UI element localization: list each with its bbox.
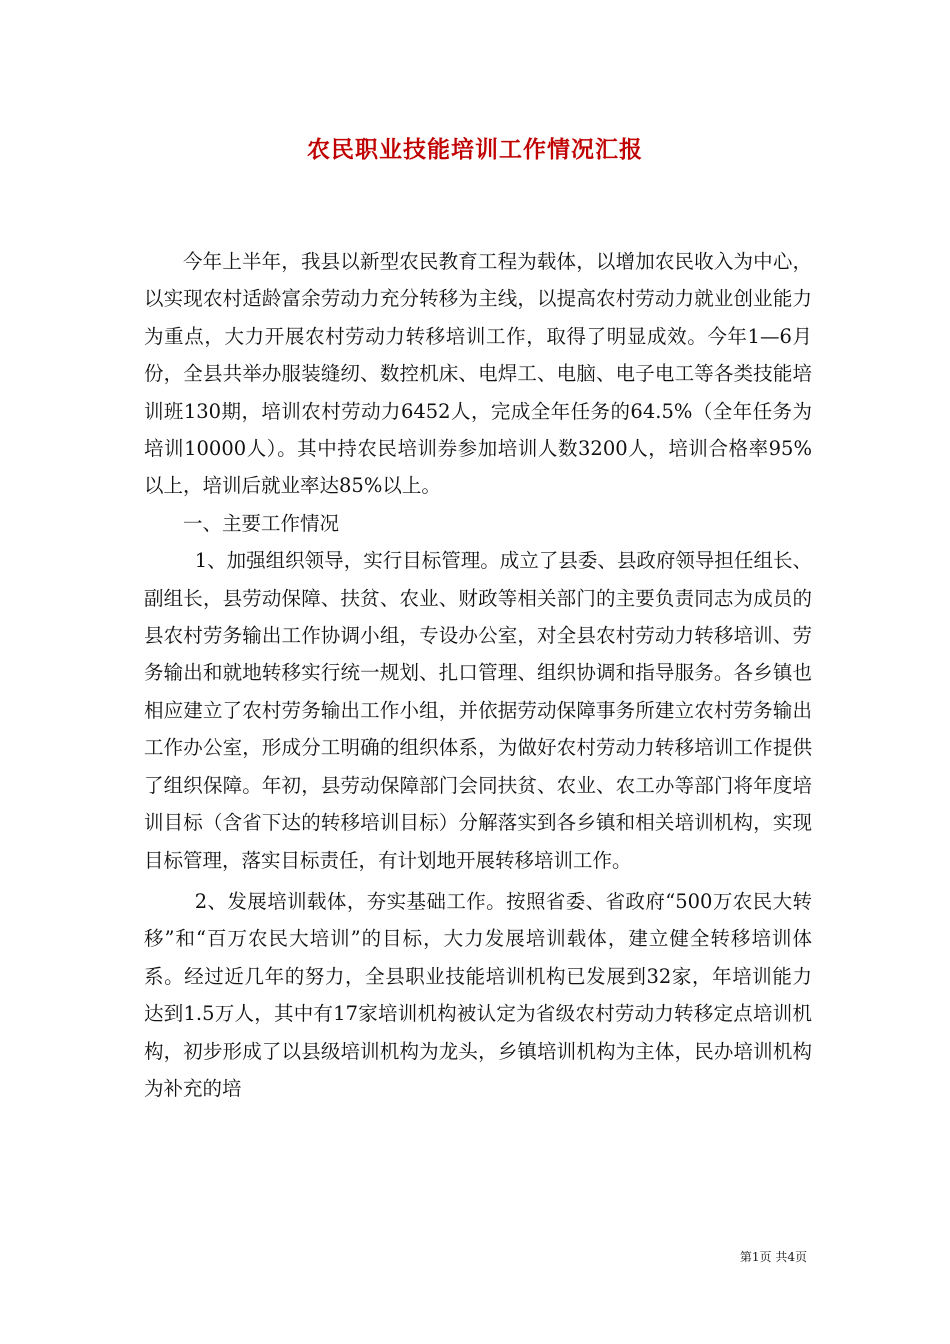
section-heading: 一、主要工作情况 (183, 511, 340, 535)
document-title: 农民职业技能培训工作情况汇报 (307, 136, 643, 163)
document-body (144, 243, 812, 1107)
page-number-footer: 第1页 共4页 (739, 1250, 807, 1264)
intro-paragraph: 今年上半年，我县以新型农民教育工程为载体，以增加农民收入为中心，以实现农村适龄富余劳动力充分转移为主线，以提高农村劳动力就业创业能力为重点，大力开展农村劳动力转移培训工作，取得了明显成效。今年1—6月份，全县共举办服装缝纫、数控机床、电焊工、电脑、电子电工等各类技能培训班130期，培训农村劳动力6452人，完成全年任务的64.5%（全年任务为培训10000人）。其中持农民培训券参加培训人数3200人，培训合格率95%以上，培训后就业率达85%以上。 (144, 250, 812, 498)
item-2-paragraph: 2、发展培训载体，夯实基础工作。按照省委、省政府“500万农民大转移”和“百万农民大培训”的目标，大力发展培训载体，建立健全转移培训体系。经过近几年的努力，全县职业技能培训机构已发展到32家，年培训能力达到1.5万人，其中有17家培训机构被认定为省级农村劳动力转移定点培训机构，初步形成了以县级培训机构为龙头，乡镇培训机构为主体，民办培训机构为补充的培 (144, 889, 812, 1100)
item-1-paragraph: 1、加强组织领导，实行目标管理。成立了县委、县政府领导担任组长、副组长，县劳动保障、扶贫、农业、财政等相关部门的主要负责同志为成员的县农村劳务输出工作协调小组，专设办公室，对全县农村劳动力转移培训、劳务输出和就地转移实行统一规划、扎口管理、组织协调和指导服务。各乡镇也相应建立了农村劳务输出工作小组，并依据劳动保障事务所建立农村劳务输出工作办公室，形成分工明确的组织体系，为做好农村劳动力转移培训工作提供了组织保障。年初，县劳动保障部门会同扶贫、农业、农工办等部门将年度培训目标（含省下达的转移培训目标）分解落实到各乡镇和相关培训机构，实现目标管理，落实目标责任，有计划地开展转移培训工作。 (144, 549, 812, 872)
